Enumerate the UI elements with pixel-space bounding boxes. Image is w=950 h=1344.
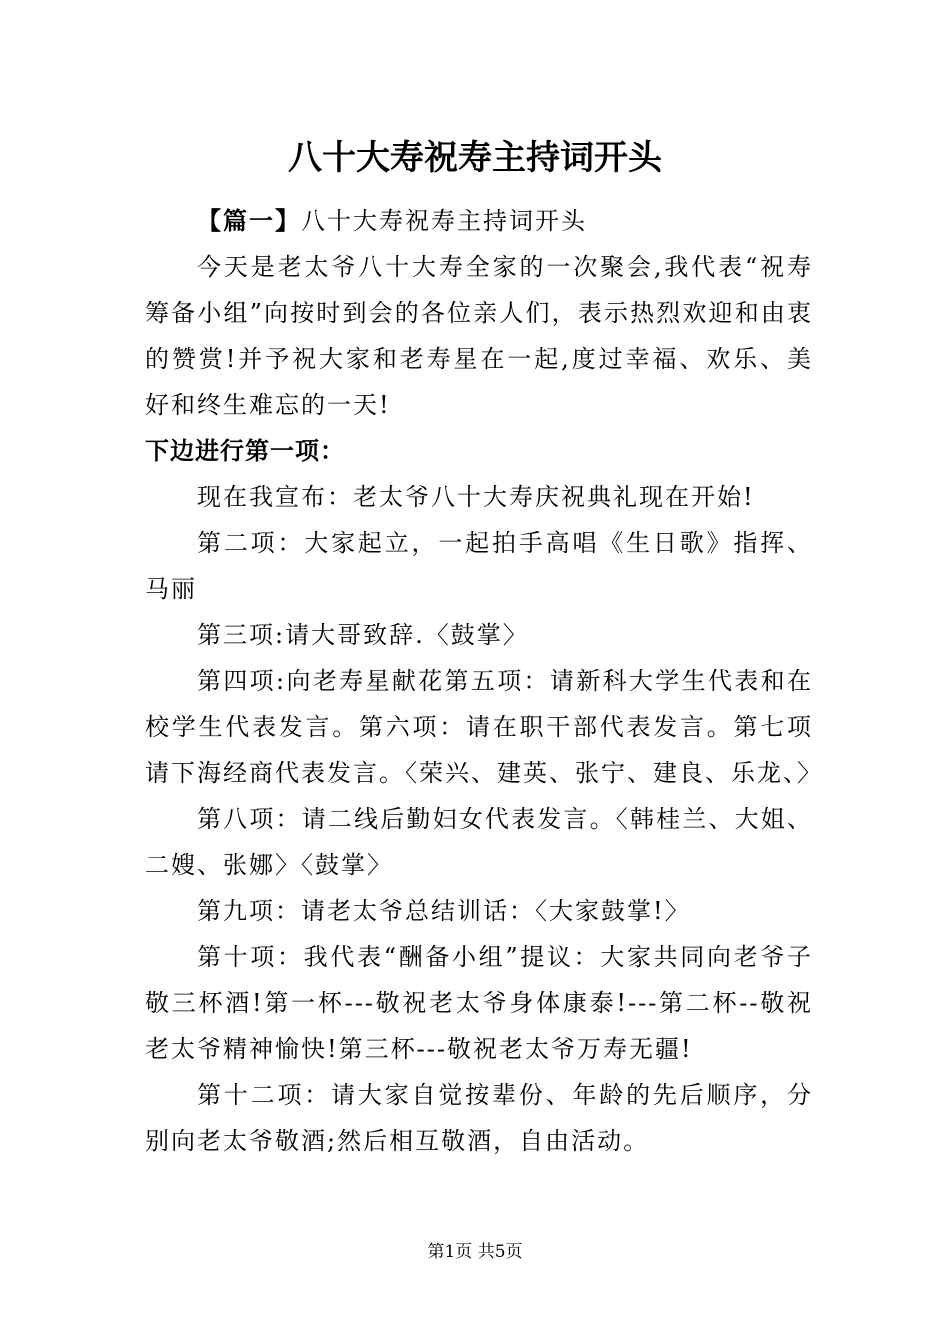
program-item: 第二项：大家起立，一起拍手高唱《生日歌》指挥、马丽 <box>145 529 813 603</box>
program-item: 第四项:向老寿星献花第五项：请新科大学生代表和在校学生代表发言。第六项：请在职干部代表发言。第七项请下海经商代表发言。〈荣兴、建英、张宁、建良、乐龙、〉 <box>145 667 823 787</box>
page-number: 第1页 共5页 <box>427 1242 523 1262</box>
first-item-heading: 下边进行第一项： <box>145 436 345 465</box>
program-item: 第十项：我代表“酬备小组”提议：大家共同向老爷子敬三杯酒!第一杯---敬祝老太爷身体康泰!---第二杯--敬祝老太爷精神愉快!第三杯---敬祝老太爷万寿无疆! <box>145 943 813 1063</box>
program-item: 第三项:请大哥致辞.〈鼓掌〉 <box>197 621 529 649</box>
program-item: 第八项：请二线后勤妇女代表发言。〈韩桂兰、大姐、二嫂、张娜〉〈鼓掌〉 <box>145 805 813 879</box>
document-body <box>145 198 823 1164</box>
program-item: 第九项：请老太爷总结训话：〈大家鼓掌!〉 <box>197 897 691 925</box>
section-title: 八十大寿祝寿主持词开头 <box>301 207 587 235</box>
program-item: 现在我宣布：老太爷八十大寿庆祝典礼现在开始! <box>197 483 755 511</box>
section-bracket: 【篇一】 <box>197 206 301 235</box>
program-item: 第十二项：请大家自觉按辈份、年龄的先后顺序，分别向老太爷敬酒;然后相互敬酒，自由活动。 <box>145 1081 813 1155</box>
intro-paragraph: 今天是老太爷八十大寿全家的一次聚会,我代表“祝寿筹备小组”向按时到会的各位亲人们，表示热烈欢迎和由衷的赞赏!并予祝大家和老寿星在一起,度过幸福、欢乐、美好和终生难忘的一天! <box>145 253 813 419</box>
section-heading <box>145 198 813 244</box>
document-title: 八十大寿祝寿主持词开头 <box>288 138 662 178</box>
